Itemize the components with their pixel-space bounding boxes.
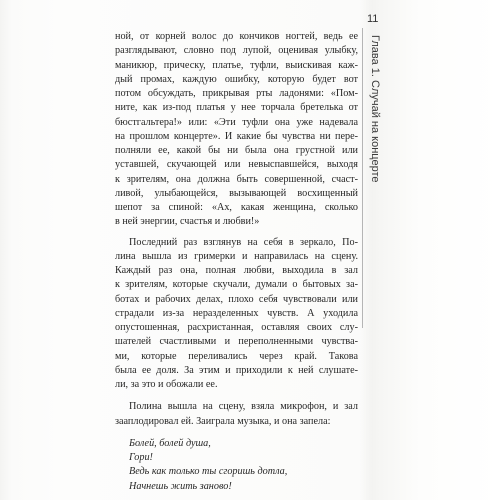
text-line: ли, за это и обожали ее. bbox=[115, 379, 218, 390]
paragraph-3 bbox=[115, 400, 358, 429]
text-line: в ней энергии, счастья и любви!» bbox=[115, 216, 260, 228]
page-number: 11 bbox=[367, 13, 379, 25]
show-through-texture bbox=[392, 160, 452, 460]
text-line: опустошенная, расхристанная, оставляя своих слу- bbox=[115, 322, 358, 333]
text-line: зааплодировал ей. Заиграла музыка, и она запела: bbox=[115, 415, 331, 427]
text-line: потом обсуждать, прикрывая рты ладонями: «Пом- bbox=[115, 88, 358, 99]
text-line: Каждый раз она, полная любви, выходила в зал bbox=[115, 265, 358, 276]
text-line: шателей счастливыми и переполненными чувства- bbox=[115, 336, 358, 348]
text-line: маникюр, прическу, платье, туфли, выискивая каж- bbox=[115, 59, 358, 71]
chapter-running-title: Глава 1. Случай на концерте bbox=[369, 35, 381, 183]
text-line: к зрителям, которые скучали, думали о бытовых за- bbox=[115, 279, 358, 291]
body-text bbox=[115, 30, 358, 494]
text-line: страдали из-за неразделенных чувств. А уходила bbox=[115, 307, 358, 319]
text-line: ботах и рабочих делах, плохо себя чувствовали или bbox=[115, 293, 358, 305]
text-line: уставшей, скучающей или невыспавшейся, выходя bbox=[115, 159, 358, 171]
text-line: бюстгальтера!» или: «Эти туфли она уже надевала bbox=[115, 116, 358, 128]
text-line: шепот за спиной: «Ах, какая женщина, сколько bbox=[115, 202, 358, 213]
text-line: Полина вышла на сцену, взяла микрофон, и зал bbox=[129, 401, 358, 413]
text-line: Последний раз взглянув на себя в зеркало, По- bbox=[129, 236, 358, 248]
text-line: была ее доля. За этим и приходили к ней слушате- bbox=[115, 364, 358, 376]
poem-line: Гори! bbox=[129, 452, 153, 463]
text-line: к зрителям, она должна быть совершенной, счаст- bbox=[115, 173, 358, 185]
text-line: дый промах, каждую ошибку, которую будет вот bbox=[115, 73, 358, 85]
text-line: ной, от корней волос до кончиков ногтей, ведь ее bbox=[115, 31, 358, 42]
poem-line: Ведь как только ты сгоришь дотла, bbox=[129, 466, 288, 478]
paragraph-1 bbox=[115, 30, 358, 230]
text-line: ми, которые переливались через край. Такова bbox=[115, 350, 358, 362]
header-rule bbox=[362, 28, 363, 328]
text-line: ливой, улыбающейся, вызывающей восхищенный bbox=[115, 187, 358, 199]
text-line: полняли ее, какой бы ни была она грустной или bbox=[115, 145, 358, 156]
paragraph-2 bbox=[115, 236, 358, 393]
poem-stanza bbox=[115, 437, 358, 494]
text-line: ните, как из-под платья у нее торчала бретелька от bbox=[115, 102, 358, 114]
poem-line: Болей, болей душа, bbox=[129, 437, 211, 449]
text-line: на прошлом концерте». И какие бы чувства ни пере- bbox=[115, 130, 358, 142]
poem-line: Начнешь жить заново! bbox=[129, 480, 232, 492]
text-line: лина вышла из гримерки и направилась на сцену. bbox=[115, 250, 358, 262]
text-line: разглядывают, словно под лупой, оценивая улыбку, bbox=[115, 45, 358, 57]
